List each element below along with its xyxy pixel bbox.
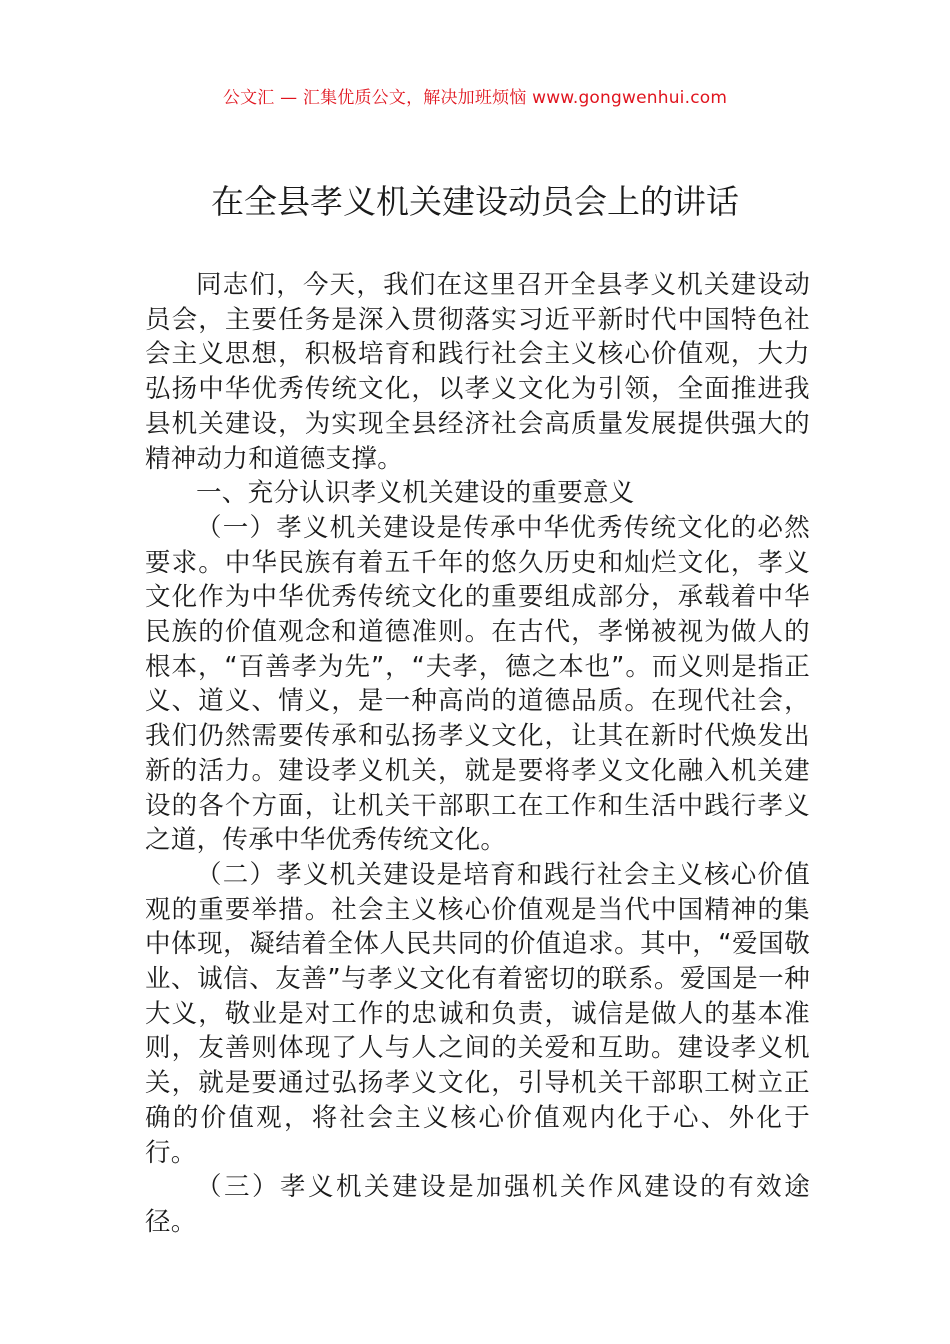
header-watermark-link[interactable]: 公文汇 — 汇集优质公文，解决加班烦恼 www.gongwenhui.com — [222, 88, 728, 108]
document-body — [145, 268, 810, 1240]
document-title: 在全县孝义机关建设动员会上的讲话 — [211, 182, 739, 221]
paragraph-point-3: （三）孝义机关建设是加强机关作风建设的有效途径。 — [145, 1172, 810, 1237]
paragraph-point-1: （一）孝义机关建设是传承中华优秀传统文化的必然要求。中华民族有着五千年的悠久历史和灿烂文化，孝义文化作为中华优秀传统文化的重要组成部分，承载着中华民族的价值观念和道德准则。在古代，孝悌被视为做人的根本，“百善孝为先”，“夫孝，德之本也”。而义则是指正义、道义、情义，是一种高尚的道德品质。在现代社会，我们仍然需要传承和弘扬孝义文化，让其在新时代焕发出新的活力。建设孝义机关，就是要将孝义文化融入机关建设的各个方面，让机关干部职工在工作和生活中践行孝义之道，传承中华优秀传统文化。 — [145, 512, 810, 856]
paragraph-intro: 同志们，今天，我们在这里召开全县孝义机关建设动员会，主要任务是深入贯彻落实习近平新时代中国特色社会主义思想，积极培育和践行社会主义核心价值观，大力弘扬中华优秀传统文化，以孝义文化为引领，全面推进我县机关建设，为实现全县经济社会高质量发展提供强大的精神动力和道德支撑。 — [145, 270, 810, 474]
section-heading-1: 一、充分认识孝义机关建设的重要意义 — [196, 478, 635, 509]
paragraph-point-2: （二）孝义机关建设是培育和践行社会主义核心价值观的重要举措。社会主义核心价值观是当代中国精神的集中体现，凝结着全体人民共同的价值追求。其中，“爱国敬业、诚信、友善”与孝义文化有着密切的联系。爱国是一种大义，敬业是对工作的忠诚和负责，诚信是做人的基本准则，友善则体现了人与人之间的关爱和互助。建设孝义机关，就是要通过弘扬孝义文化，引导机关干部职工树立正确的价值观，将社会主义核心价值观内化于心、外化于行。 — [145, 859, 810, 1168]
